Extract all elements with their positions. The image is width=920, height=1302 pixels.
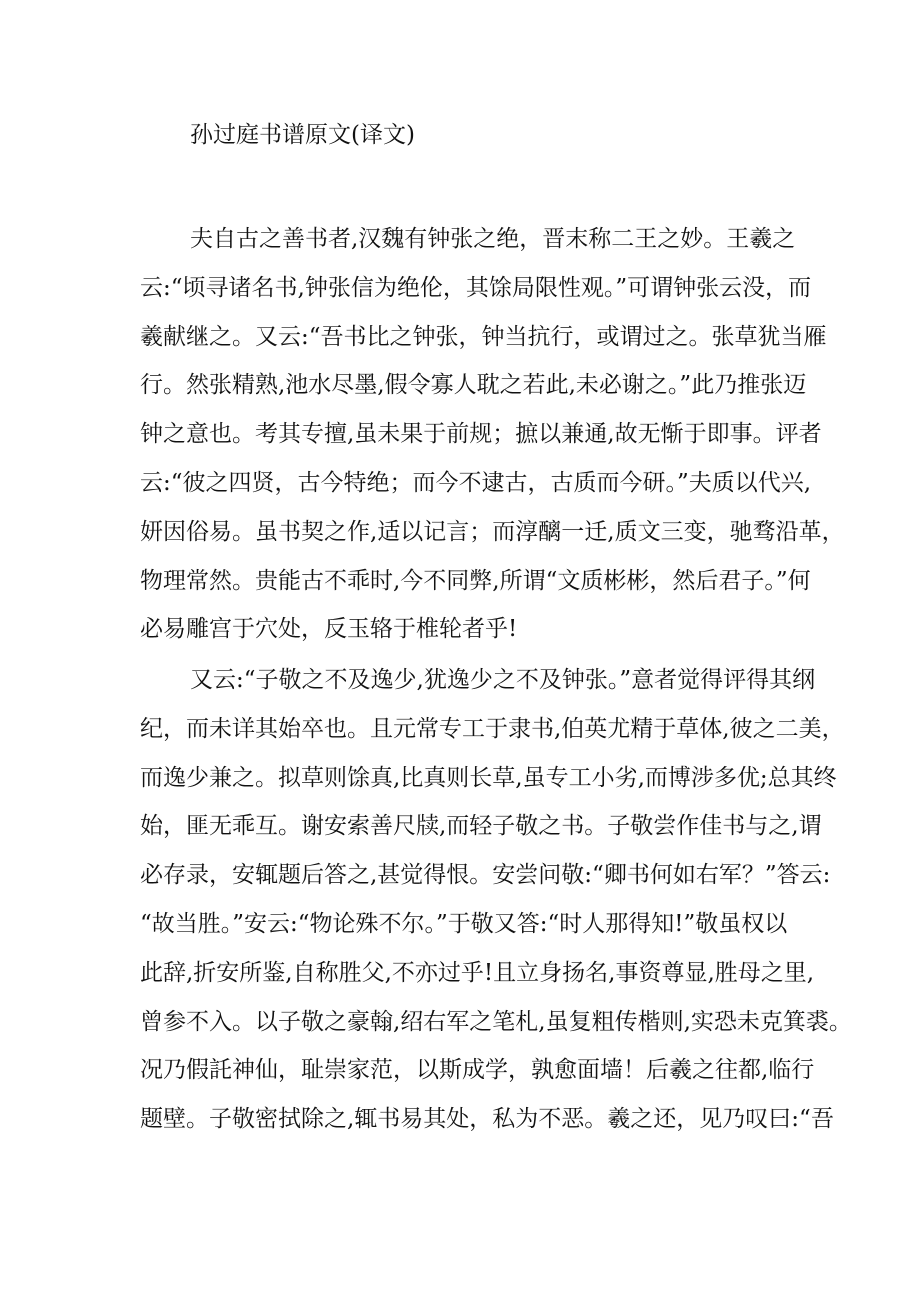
- text-line: 夫自古之善书者,汉魏有钟张之绝，晋末称二王之妙。王羲之: [190, 226, 796, 252]
- text-line: 妍因俗易。虽书契之作,适以记言；而淳醨一迁,质文三变，驰骛沿革，: [140, 518, 845, 545]
- text-line: “故当胜。”安云:“物论殊不尔。”于敬又答:“时人那得知!”敬虽权以: [140, 910, 788, 937]
- text-line: 物理常然。贵能古不乖时,今不同弊,所谓“文质彬彬，然后君子。”何: [140, 567, 811, 594]
- text-line: 始，匪无乖互。谢安索善尺牍,而轻子敬之书。子敬尝作佳书与之,谓: [140, 813, 822, 840]
- text-line: 况乃假託神仙，耻崇家范，以斯成学，孰愈面墙！后羲之往都,临行: [140, 1057, 815, 1084]
- text-line: 云:“顷寻诸名书,钟张信为绝伦，其馀局限性观。”可谓钟张云没，而: [140, 274, 812, 301]
- text-line: 行。然张精熟,池水尽墨,假令寡人耽之若此,未必谢之。”此乃推张迈: [140, 372, 807, 399]
- paragraph-2: [140, 656, 852, 1144]
- text-line: 而逸少兼之。拟草则馀真,比真则长草,虽专工小劣,而博涉多优;总其终: [140, 764, 837, 791]
- text-line: 此辞,折安所鉴,自称胜父,不亦过乎!且立身扬名,事资尊显,胜母之里,: [140, 959, 815, 986]
- text-line: 云:“彼之四贤，古今特绝；而今不逮古，古质而今研。”夫质以代兴,: [140, 469, 812, 496]
- text-line: 题壁。子敬密拭除之,辄书易其处，私为不恶。羲之还，见乃叹曰:“吾: [140, 1106, 834, 1133]
- text-line: 曾参不入。以子敬之豪翰,绍右军之笔札,虽复粗传楷则,实恐未克箕裘。: [140, 1008, 852, 1035]
- text-line: 羲献继之。又云:“吾书比之钟张，钟当抗行，或谓过之。张草犹当雁: [140, 323, 827, 350]
- text-line: 又云:“子敬之不及逸少,犹逸少之不及钟张。”意者觉得评得其纲: [190, 667, 816, 693]
- text-line: 钟之意也。考其专擅,虽未果于前规；摭以兼通,故无惭于即事。评者: [140, 421, 822, 448]
- paragraph-1: [140, 215, 845, 654]
- document-title: 孙过庭书谱原文(译文): [190, 122, 415, 148]
- text-line: 必存录，安辄题后答之,甚觉得恨。安尝问敬:“卿书何如右军？”答云:: [140, 862, 831, 889]
- text-line: 纪，而未详其始卒也。且元常专工于隶书,伯英尤精于草体,彼之二美，: [140, 715, 845, 742]
- text-line: 必易雕宫于穴处，反玉辂于椎轮者乎!: [140, 616, 518, 643]
